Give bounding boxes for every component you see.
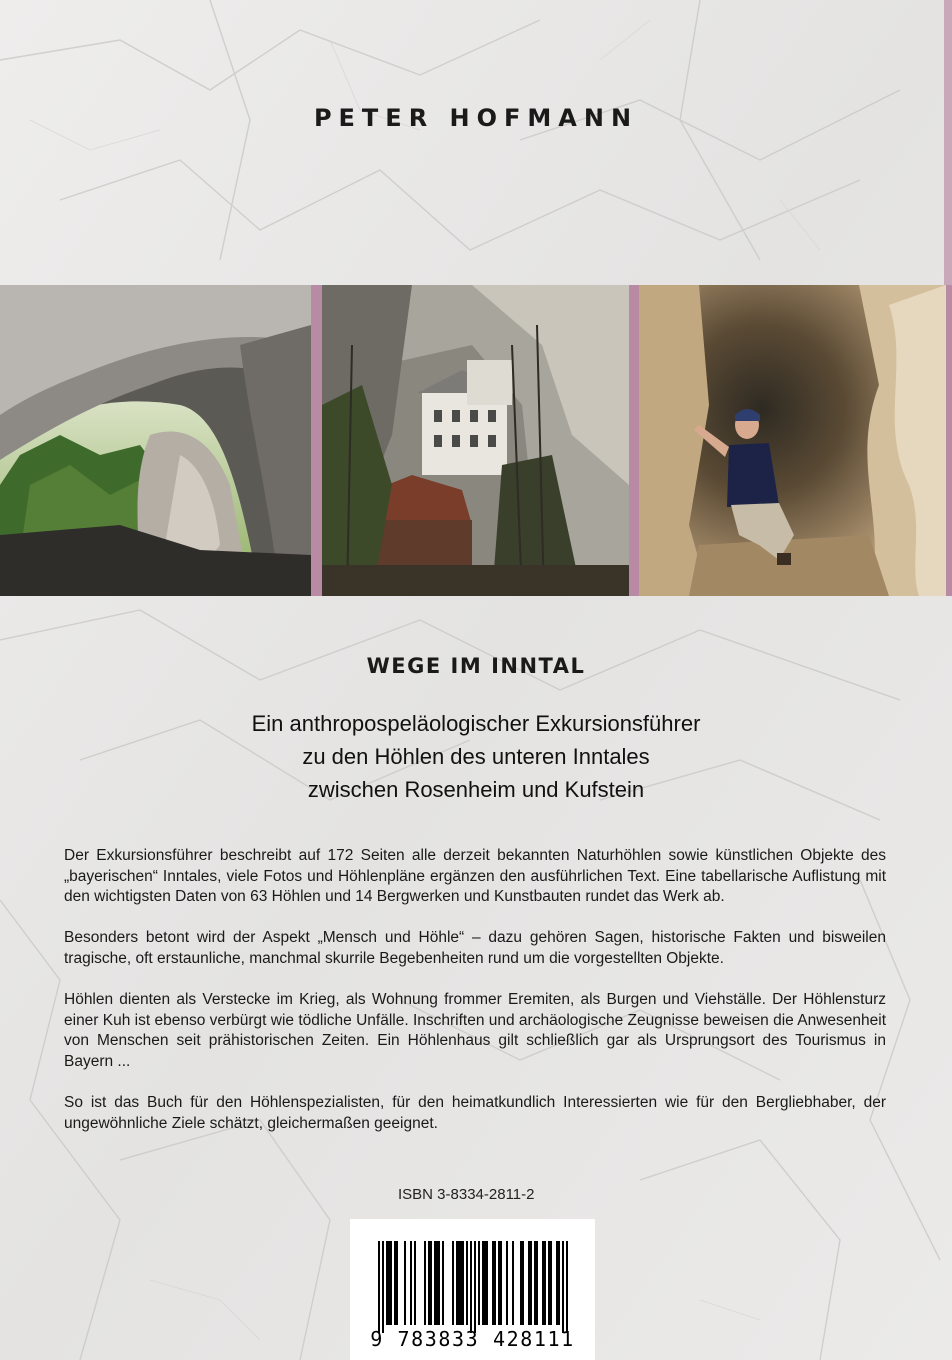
barcode-bar xyxy=(522,1241,524,1325)
barcode-bar xyxy=(414,1241,416,1325)
barcode-bar xyxy=(528,1241,530,1325)
barcode-bar xyxy=(378,1241,380,1333)
barcode-bar xyxy=(486,1241,488,1325)
barcode-bar xyxy=(430,1241,432,1325)
barcode-bar xyxy=(396,1241,398,1325)
barcode-bar xyxy=(530,1241,532,1325)
barcode-bar xyxy=(466,1241,468,1325)
accent-strip xyxy=(944,0,952,285)
barcode-bar xyxy=(548,1241,550,1325)
barcode-bar xyxy=(460,1241,462,1325)
barcode-bar xyxy=(428,1241,430,1325)
barcode-bar xyxy=(566,1241,568,1333)
barcode-digits: 9 783833 428111 xyxy=(370,1327,575,1351)
blurb-paragraph: Der Exkursionsführer beschreibt auf 172 Seiten alle derzeit bekannten Naturhöhlen sowie künstlichen Objekte des „bayerischen“ Inntales, viele Fotos und Höhlenpläne ergänzen den ausführlichen Text. Eine tabellarische Auflistung mit den wichtigsten Daten von 63 Höhlen und 14 Bergwerken und Kunstbauten rundet das Werk ab. xyxy=(64,847,886,906)
blurb-paragraph: So ist das Buch für den Höhlenspezialisten, für den heimatkundlich Interessierten wie für den Bergliebhaber, der ungewöhnliche Ziele schätzt, gleichermaßen geeignet. xyxy=(64,1094,886,1132)
barcode-bar xyxy=(404,1241,406,1325)
photo-cave-explorer xyxy=(639,285,946,596)
photo-band xyxy=(0,285,952,596)
barcode-bar xyxy=(500,1241,502,1325)
tagline-line: zwischen Rosenheim und Kufstein xyxy=(307,777,645,802)
barcode-bar xyxy=(394,1241,396,1325)
tagline-line: zu den Höhlen des unteren Inntales xyxy=(302,744,650,769)
barcode-bar xyxy=(438,1241,440,1325)
barcode-bar xyxy=(550,1241,552,1325)
barcode-bar xyxy=(562,1241,564,1333)
barcode-bar xyxy=(442,1241,444,1325)
barcode-bar xyxy=(536,1241,538,1325)
barcode-bar xyxy=(390,1241,392,1325)
barcode-bar xyxy=(436,1241,438,1325)
barcode-bar xyxy=(542,1241,544,1325)
barcode-bar xyxy=(558,1241,560,1325)
barcode-bar xyxy=(520,1241,522,1325)
barcode-bar xyxy=(470,1241,472,1333)
barcode-bar xyxy=(482,1241,484,1325)
barcode-bar xyxy=(474,1241,476,1333)
barcode-bar xyxy=(434,1241,436,1325)
barcode-bar xyxy=(410,1241,412,1325)
isbn-label: ISBN 3-8334-2811-2 xyxy=(398,1186,535,1203)
author-name: PETER HOFMANN xyxy=(313,104,639,132)
barcode-bar xyxy=(388,1241,390,1325)
barcode-bar xyxy=(424,1241,426,1325)
blurb-paragraph: Höhlen dienten als Verstecke im Krieg, als Wohnung frommer Eremiten, als Burgen und Viehställe. Der Höhlensturz einer Kuh ist ebenso verbürgt wie tödliche Unfälle. Inschriften und archäologische Zeugnisse beweisen die Anwesenheit von Menschen seit prähistorischen Zeiten. Ein Höhlenhaus gilt schließlich gar als Ursprungsort des Tourismus in Bayern ... xyxy=(64,991,886,1070)
barcode-bar xyxy=(452,1241,454,1325)
barcode xyxy=(350,1219,595,1360)
barcode-bar xyxy=(544,1241,546,1325)
barcode-bar xyxy=(556,1241,558,1325)
photo-cave-house xyxy=(322,285,629,596)
barcode-bar xyxy=(512,1241,514,1325)
barcode-bar xyxy=(382,1241,384,1333)
barcode-bar xyxy=(534,1241,536,1325)
barcode-bar xyxy=(498,1241,500,1325)
book-title: WEGE IM INNTAL xyxy=(366,654,586,678)
barcode-bar xyxy=(492,1241,494,1325)
barcode-bar xyxy=(386,1241,388,1325)
barcode-bar xyxy=(458,1241,460,1325)
barcode-bar xyxy=(462,1241,464,1325)
barcode-bar xyxy=(506,1241,508,1325)
blurb xyxy=(64,846,886,1155)
barcode-bar xyxy=(456,1241,458,1325)
barcode-bar xyxy=(494,1241,496,1325)
tagline xyxy=(0,707,952,806)
blurb-paragraph: Besonders betont wird der Aspekt „Mensch und Höhle“ – dazu gehören Sagen, historische Fakten und bisweilen tragische, oft erstaunliche, manchmal skurrile Begebenheiten rund um die vorgestellten Objekte. xyxy=(64,929,886,967)
barcode-bar xyxy=(484,1241,486,1325)
tagline-line: Ein anthropospeläologischer Exkursionsführer xyxy=(251,711,701,736)
barcode-bar xyxy=(478,1241,480,1325)
photo-cave-arch xyxy=(0,285,311,596)
